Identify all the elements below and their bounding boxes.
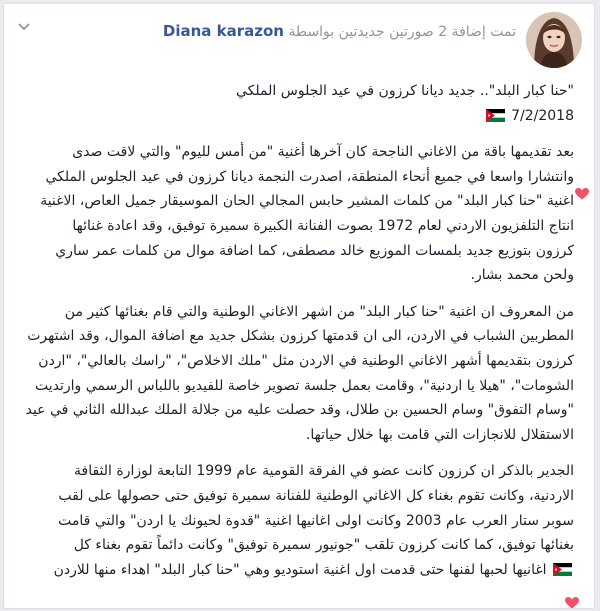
paragraph-line-last [22,558,574,583]
jordan-flag-icon [553,560,572,573]
paragraph-line: كرزون بتقديمها أشهر الاغاني الوطنية في الاردن مثل "ملك الاخلاص"، "راسك بالعالي"، "اردن [38,352,574,369]
paragraph-line: بغنائها توفيق، كما كانت كرزون تلقب "جونيور سميرة توفيق" وكانت دائماً تقوم بغناء كل [73,537,574,554]
paragraph-line: انتاج التلفزيون الاردني لعام 1972 بصوت الفنانة الكبيرة سميرة توفيق، وقد اعادة غنائها [72,217,574,234]
avatar[interactable] [526,12,582,68]
paragraph-line: بعد تقديمها باقة من الاغاني الناجحة كان آخرها أغنية "من أمس لليوم" والتي لاقت صدى [72,144,574,161]
heart-icon [565,594,579,606]
author-name-link[interactable]: Diana karazon [162,22,284,40]
header-action-text: تمت إضافة 2 صورتين جديدتين بواسطة [288,24,516,40]
post-title: "حنا كبار البلد".. جديد ديانا كرزون في عيد الجلوس الملكي [236,83,574,99]
post-header-text [36,22,516,40]
paragraph-line: كرزون بتوزيع جديد بلمسات الموزيع خالد مصطفى، كما اضافة موال من كلمات عمر ساري [55,242,574,259]
paragraph-1 [22,140,574,288]
paragraph-line: سوبر ستار العرب عام 2003 وكانت اولى اغانيها اغنية "قدوة لحيونك يا اردن" والتي قامت [58,512,574,529]
paragraph-line: "وسام التفوق" وسام الحسين بن طلال، وقد حصلت عليه من جلالة الملك عبدالله الثاني في عيد [25,402,574,419]
chevron-down-icon[interactable] [16,18,32,34]
avatar-image [526,12,582,68]
paragraph-line: الجدير بالذكر ان كرزون كانت عضو في الفرقة القومية عام 1999 التابعة لوزارة الثقافة [74,463,574,480]
paragraph-line: ولحن محمد بشار. [470,267,574,284]
paragraph-line: المطربين الشباب في الاردن، الى ان قدمتها كرزون بشكل جديد مع اضافة الموال، وقد اشتهرت [27,328,574,345]
paragraph-3 [22,459,574,582]
paragraph-line: اغنية "حنا كبار البلد" من كلمات المشير حابس المجالي الحان الموسيقار جميل العاص، الاغنية [40,193,574,210]
paragraph-2 [22,300,574,448]
post-body [22,79,574,594]
post-date: 7/2/2018 [511,107,574,124]
paragraph-line: وانتشارا واسعا في جميع أنحاء المنطقة، اصدرت النجمة ديانا كرزون في عيد الجلوس الملكي [45,168,574,185]
paragraph-line: من المعروف ان اغنية "حنا كبار البلد" من اشهر الاغاني الوطنية والتي قام بغنائها كثير من [64,303,574,320]
heart-icon [575,185,589,197]
post-card [3,3,595,609]
post-title-block [22,79,574,128]
post-header [16,12,582,72]
jordan-flag-icon [486,106,505,119]
paragraph-line-text: اغانيها لحبها لفنها حتى قدمت اول اغنية استوديو وهي "حنا كبار البلد" اهداء منها للاردن [53,561,547,578]
paragraph-line: الاستقلال للانجازات التي قامت بها خلال حياتها. [305,426,574,443]
paragraph-line: الاردنية، وكانت تقوم بغناء كل الاغاني الوطنية للفنانة سميرة توفيق حتى حصولها على لقب [58,487,574,504]
post-date-line [22,104,574,129]
paragraph-line: الشومات"، "هيلا يا اردنية"، وقامت بعمل جلسة تصوير خاصة للفيديو باللباس الرسمي وارتديت [34,377,574,394]
